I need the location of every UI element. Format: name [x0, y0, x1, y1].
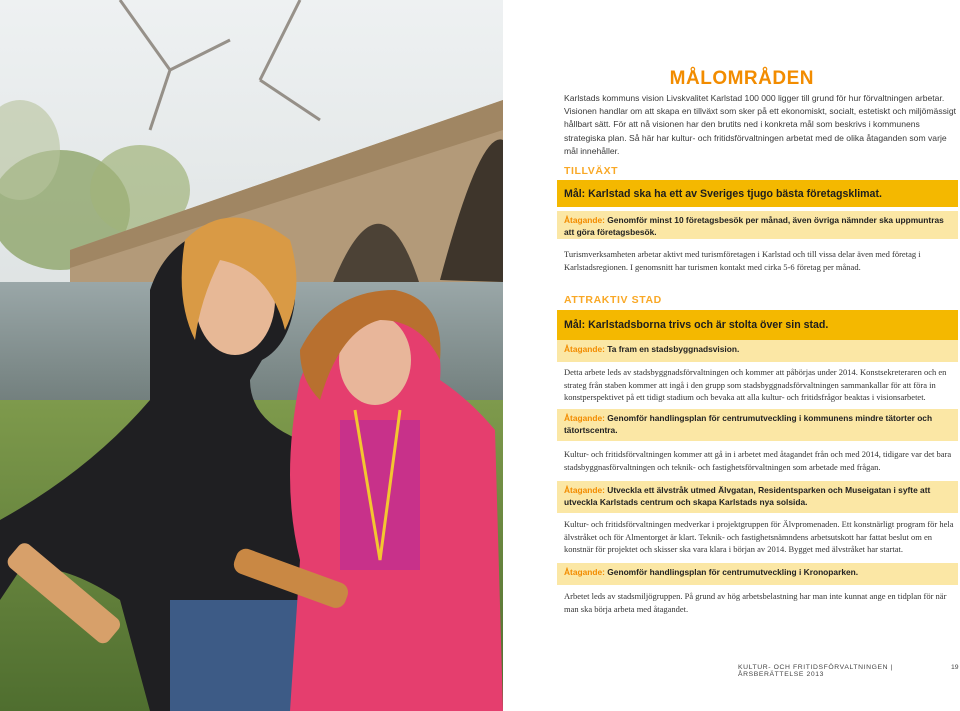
pledge-attractive-2 — [557, 409, 958, 441]
body-attractive-1: Detta arbete leds av stadsbyggnadsförvaltningen och kommer att påbörjas under 2014. Konstsekreteraren och en strateg från staben kommer att ingå i den grupp som stadsbyggnadsförvaltningen sammankallar för att föra in konstperspektivet på ett tidigt stadium och bevaka att alla kultur- och fritidsfrågor beaktas i visionsarbetet. — [564, 367, 947, 403]
goal-text-attractive: Mål: Karlstadsborna trivs och är stolta över sin stad. — [564, 319, 829, 331]
goal-bar-attractive — [557, 310, 958, 340]
pledge-text: Genomför handlingsplan för centrumutveckling i kommunens mindre tätorter och tätortscentra. — [564, 413, 933, 436]
body-attractive-3: Kultur- och fritidsförvaltningen medverkar i projektgruppen för Älvpromenaden. Ett konstnärligt program för hela älvstråket och för Almentorget är klart. Teknik- och fastighetsnämndens arbetsutskott har fattat beslut om en konstnär för projektet och skisser ska vara klara i början av 2014. Bygget med älvstråket har startat. — [564, 519, 954, 555]
body-growth: Turismverksamheten arbetar aktivt med turismföretagen i Karlstad och till vissa delar även med företag i Karlstadsregionen. I genomsnitt har turismen kontakt med cirka 5-6 företag per månad. — [564, 249, 921, 272]
section-heading-growth: TILLVÄXT — [564, 165, 619, 177]
pledge-label: Åtagande: — [564, 485, 605, 495]
pledge-label: Åtagande: — [564, 344, 605, 354]
pledge-text: Ta fram en stadsbyggnadsvision. — [604, 344, 740, 354]
pledge-text: Utveckla ett älvstråk utmed Älvgatan, Residentsparken och Museigatan i syfte att utveckla Karlstads centrum och skapa Karlstads nya solsida. — [564, 485, 931, 508]
pledge-text: Genomför minst 10 företagsbesök per månad, även övriga nämnder ska uppmuntras att göra företagsbesök. — [564, 215, 944, 238]
pledge-attractive-1 — [557, 340, 958, 362]
section-heading-attractive: ATTRAKTIV STAD — [564, 294, 662, 306]
goal-bar-growth — [557, 180, 958, 207]
pledge-growth — [557, 211, 958, 239]
footer-text: KULTUR- OCH FRITIDSFÖRVALTNINGEN | ÅRSBERÄTTELSE 2013 — [738, 664, 893, 678]
pledge-text: Genomför handlingsplan för centrumutveckling i Kronoparken. — [604, 567, 859, 577]
page-title: MÅLOMRÅDEN — [669, 68, 814, 89]
pledge-attractive-4 — [557, 563, 958, 585]
body-attractive-4: Arbetet leds av stadsmiljögruppen. På grund av hög arbetsbelastning har man inte kunnat ange en tidplan för när man ska börja arbeta med åtagandet. — [564, 591, 947, 614]
goal-text-growth: Mål: Karlstad ska ha ett av Sveriges tjugo bästa företagsklimat. — [564, 187, 882, 200]
pledge-label: Åtagande: — [564, 215, 605, 225]
pledge-label: Åtagande: — [564, 567, 605, 577]
intro-paragraph: Karlstads kommuns vision Livskvalitet Karlstad 100 000 ligger till grund för hur förvaltningen arbetar. Visionen handlar om att skapa en tillväxt som sker på ett ekonomiskt, socialt, estetiskt och miljömässigt hållbart sätt. För att nå visionen har den brutits ned i konkreta mål som beskrivs i kommunens strategiska plan. Så här har kultur- och fritidsförvaltningen arbetat med de olika åtaganden som varje mål innehåller. — [564, 93, 956, 156]
body-attractive-2: Kultur- och fritidsförvaltningen kommer att gå in i arbetet med åtagandet från och med 2014, tidigare var det bara stadsbyggnasförvaltningen och teknik- och fastighetsförvaltningen som arbetade med frågan. — [564, 449, 952, 472]
page-number: 19 — [951, 664, 959, 671]
pledge-attractive-3 — [557, 481, 958, 513]
pledge-label: Åtagande: — [564, 413, 605, 423]
